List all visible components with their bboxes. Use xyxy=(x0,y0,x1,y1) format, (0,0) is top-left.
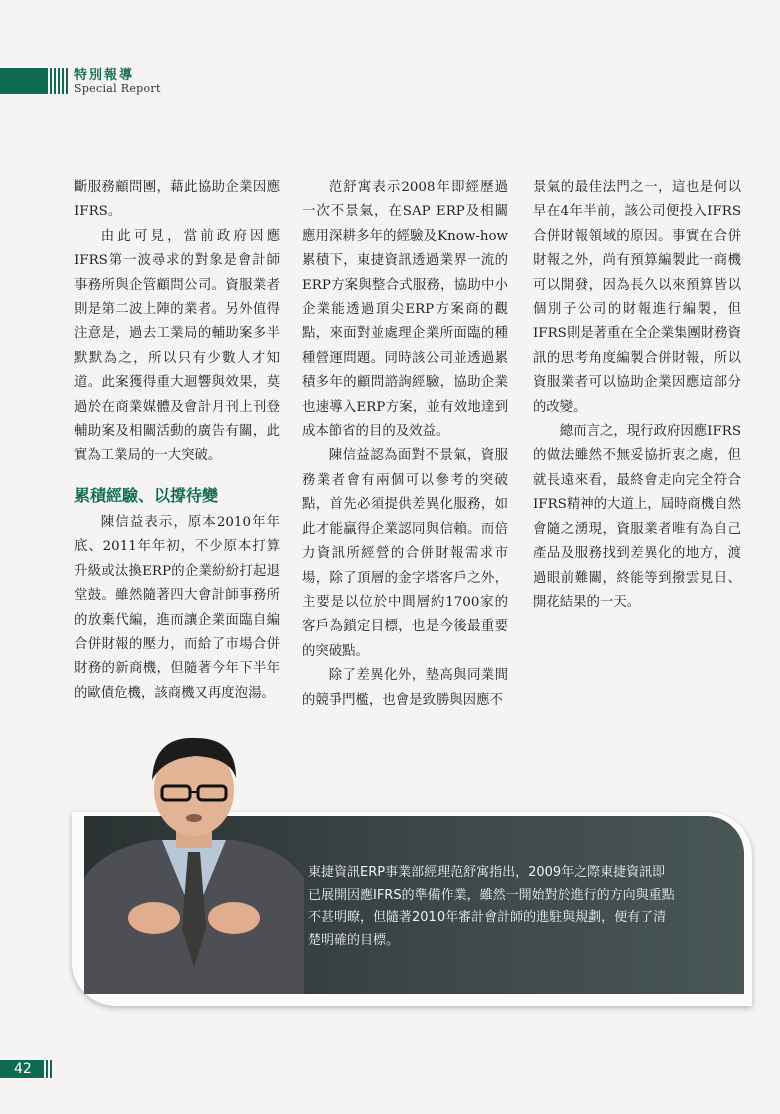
paragraph: 陳信益表示，原本2010年年底、2011年年初，不少原本打算升級或汰換ERP的企業紛紛打起退堂鼓。雖然隨著四大會計師事務所的放棄代編，進而讓企業面臨自編合併財報的壓力，而給了市場合併財務的新商機，但隨著今年下半年的歐債危機，該商機又再度泡湯。 xyxy=(74,514,280,701)
paragraph: 景氣的最佳法門之一，這也是何以早在4年半前，該公司便投入IFRS合併財報領域的原因。事實在合併財報之外，尚有預算編製此一商機可以開發，因為長久以來預算皆以個別子公司的財報進行編製，但IFRS則是著重在全企業集團財務資訊的思考角度編製合併財報，所以資服業者可以協助企業因應這部分的改變。 xyxy=(533,180,741,415)
page-number: 42 xyxy=(14,1061,32,1077)
header-stripe-decoration xyxy=(46,68,68,94)
article-column-2 xyxy=(302,176,508,713)
paragraph: 范舒寓表示2008年即經歷過一次不景氣，在SAP ERP及相關應用深耕多年的經驗及Know-how累積下，東捷資訊透過業界一流的ERP方案與整合式服務，協助中小企業能透過頂尖ERP方案商的觀點，來面對並處理企業所面臨的種種營運問題。同時該公司並透過累積多年的顧問諮詢經驗，協助企業也速導入ERP方案，並有效地達到成本節省的目的及效益。 xyxy=(302,180,508,440)
paragraph: 總而言之，現行政府因應IFRS的做法雖然不無妥協折衷之處，但就長遠來看，最終會走向完全符合IFRS精神的大道上，屆時商機自然會隨之湧現，資服業者唯有為自己產品及服務找到差異化的地方，渡過眼前難關，終能等到撥雲見日、開花結果的一天。 xyxy=(533,424,741,610)
section-heading: 累積經驗、以撐待變 xyxy=(74,485,219,505)
article-column-3 xyxy=(533,176,741,615)
portrait-photo xyxy=(84,728,304,994)
paragraph: 斷服務顧問團，藉此協助企業因應IFRS。 xyxy=(74,180,280,220)
footer-stripe-decoration xyxy=(42,1060,52,1078)
header-accent-bar xyxy=(0,68,46,94)
section-subtitle: Special Report xyxy=(74,82,161,95)
paragraph: 除了差異化外，墊高與同業間的競爭門檻，也會是致勝與因應不 xyxy=(302,668,508,708)
article-column-1 xyxy=(74,176,280,706)
photo-caption: 東捷資訊ERP事業部經理范舒寓指出，2009年之際東捷資訊即已展開因應IFRS的準備作業，雖然一開始對於進行的方向與重點不甚明瞭，但隨著2010年審計會計師的進駐與規劃，便有了清楚明確的目標。 xyxy=(308,865,675,948)
paragraph: 由此可見，當前政府因應IFRS第一波尋求的對象是會計師事務所與企管顧問公司。資服業者則是第二波上陣的業者。另外值得注意是，過去工業局的輔助案多半默默為之，所以只有少數人才知道。此案獲得重大迴響與效果，莫過於在商業媒體及會計月刊上刊登輔助案及相關活動的廣告有關，此實為工業局的一大突破。 xyxy=(74,228,280,464)
paragraph: 陳信益認為面對不景氣，資服務業者會有兩個可以參考的突破點，首先必須提供差異化服務，如此才能贏得企業認同與信賴。而倍力資訊所經營的合併財報需求市場，除了頂層的金字塔客戶之外，主要是以位於中間層約1700家的客戶為鎖定目標，也是今後最重要的突破點。 xyxy=(302,448,508,659)
section-title: 特別報導 xyxy=(74,68,135,83)
